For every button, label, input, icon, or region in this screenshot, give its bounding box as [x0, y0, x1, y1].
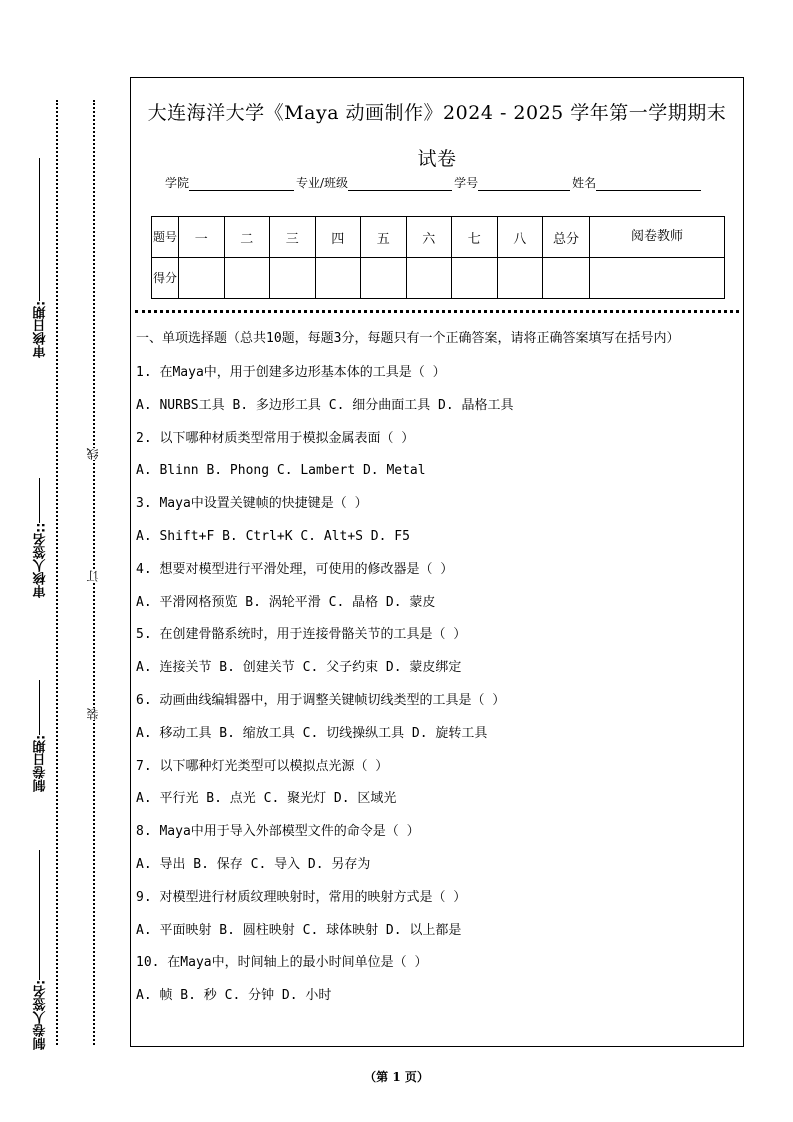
options-8: A. 导出 B. 保存 C. 导入 D. 另存为 — [136, 856, 371, 872]
header-total: 总分 — [543, 217, 590, 258]
section-1-heading: 一、单项选择题（总共10题，每题3分，每题只有一个正确答案，请将正确答案填写在括号内） — [136, 331, 680, 346]
section-separator — [135, 310, 739, 313]
question-1: 1. 在Maya中，用于创建多边形基本体的工具是（ ） — [136, 365, 446, 380]
question-5: 5. 在创建骨骼系统时，用于连接骨骼关节的工具是（ ） — [136, 627, 467, 643]
header-col-5: 五 — [361, 217, 407, 258]
name-label: 姓名 — [572, 176, 597, 190]
major-field[interactable] — [348, 178, 452, 191]
title-line-2: 试卷 — [417, 148, 457, 170]
options-5: A. 连接关节 B. 创建关节 C. 父子约束 D. 蒙皮绑定 — [136, 660, 462, 676]
exam-title — [131, 90, 743, 182]
title-line-1: 大连海洋大学《Maya 动画制作》2024 - 2025 学年第一学期期末 — [147, 102, 727, 124]
major-label: 专业/班级 — [296, 176, 349, 190]
header-col-3: 三 — [270, 217, 316, 258]
header-question-no: 题号 — [152, 217, 179, 258]
score-cell-1[interactable] — [179, 258, 225, 299]
options-2: A. Blinn B. Phong C. Lambert D. Metal — [136, 463, 426, 479]
binding-margin — [28, 0, 54, 1122]
compile-date-label: 制卷日期: — [33, 734, 49, 792]
header-col-8: 八 — [497, 217, 543, 258]
cut-line-left — [56, 100, 58, 1045]
reviewer-signature-field — [28, 478, 54, 598]
review-date-field — [28, 158, 54, 358]
section-1-multiple-choice — [136, 328, 740, 1013]
exam-frame — [130, 77, 744, 1047]
header-col-2: 二 — [224, 217, 270, 258]
header-col-4: 四 — [315, 217, 361, 258]
options-6: A. 移动工具 B. 缩放工具 C. 切线操纵工具 D. 旋转工具 — [136, 725, 488, 741]
header-col-7: 七 — [452, 217, 498, 258]
page-number: （第 1 页） — [364, 1070, 429, 1084]
question-4: 4. 想要对模型进行平滑处理，可使用的修改器是（ ） — [136, 561, 454, 577]
compile-date-line — [40, 680, 41, 735]
question-8: 8. Maya中用于导入外部模型文件的命令是（ ） — [136, 824, 420, 840]
score-cell-6[interactable] — [406, 258, 452, 299]
binding-char-ding: 订 — [86, 570, 100, 582]
score-cell-2[interactable] — [224, 258, 270, 299]
score-cell-7[interactable] — [452, 258, 498, 299]
question-2: 2. 以下哪种材质类型常用于模拟金属表面（ ） — [136, 430, 415, 446]
college-field[interactable] — [189, 178, 294, 191]
score-table — [151, 216, 725, 299]
options-3: A. Shift+F B. Ctrl+K C. Alt+S D. F5 — [136, 528, 410, 544]
header-col-1: 一 — [179, 217, 225, 258]
score-cell-total[interactable] — [543, 258, 590, 299]
reviewer-signature-label: 审核人签名:: — [33, 522, 49, 598]
binding-char-xian: 线 — [86, 448, 100, 460]
compiler-signature-field — [28, 850, 54, 1050]
compile-date-field — [28, 680, 54, 792]
binding-char-zhuang: 装 — [86, 708, 100, 720]
name-field[interactable] — [596, 178, 701, 191]
score-table-header-row — [152, 217, 725, 258]
row-label-score: 得分 — [152, 258, 179, 299]
student-id-label: 学号 — [454, 176, 479, 190]
compiler-signature-line — [40, 850, 41, 980]
question-3: 3. Maya中设置关键帧的快捷键是（ ） — [136, 496, 368, 512]
review-date-label: 审核日期: — [33, 300, 49, 358]
header-col-6: 六 — [406, 217, 452, 258]
reviewer-signature-line — [40, 478, 41, 523]
options-7: A. 平行光 B. 点光 C. 聚光灯 D. 区域光 — [136, 791, 397, 807]
score-table-score-row — [152, 258, 725, 299]
student-info-row — [165, 174, 703, 191]
question-7: 7. 以下哪种灯光类型可以模拟点光源（ ） — [136, 758, 389, 774]
score-cell-grader[interactable] — [590, 258, 725, 299]
question-6: 6. 动画曲线编辑器中，用于调整关键帧切线类型的工具是（ ） — [136, 692, 506, 708]
score-cell-4[interactable] — [315, 258, 361, 299]
header-grader: 阅卷教师 — [590, 217, 725, 258]
question-10: 10. 在Maya中，时间轴上的最小时间单位是（ ） — [136, 955, 428, 971]
question-9: 9. 对模型进行材质纹理映射时，常用的映射方式是（ ） — [136, 889, 467, 905]
college-label: 学院 — [165, 176, 190, 190]
score-cell-8[interactable] — [497, 258, 543, 299]
score-cell-5[interactable] — [361, 258, 407, 299]
options-9: A. 平面映射 B. 圆柱映射 C. 球体映射 D. 以上都是 — [136, 922, 462, 938]
options-10: A. 帧 B. 秒 C. 分钟 D. 小时 — [136, 988, 332, 1004]
compiler-signature-label: 制卷人签名: — [33, 979, 49, 1050]
student-id-field[interactable] — [478, 178, 570, 191]
options-1: A. NURBS工具 B. 多边形工具 C. 细分曲面工具 D. 晶格工具 — [136, 397, 514, 413]
score-cell-3[interactable] — [270, 258, 316, 299]
review-date-line — [40, 158, 41, 301]
options-4: A. 平滑网格预览 B. 涡轮平滑 C. 晶格 D. 蒙皮 — [136, 594, 436, 610]
